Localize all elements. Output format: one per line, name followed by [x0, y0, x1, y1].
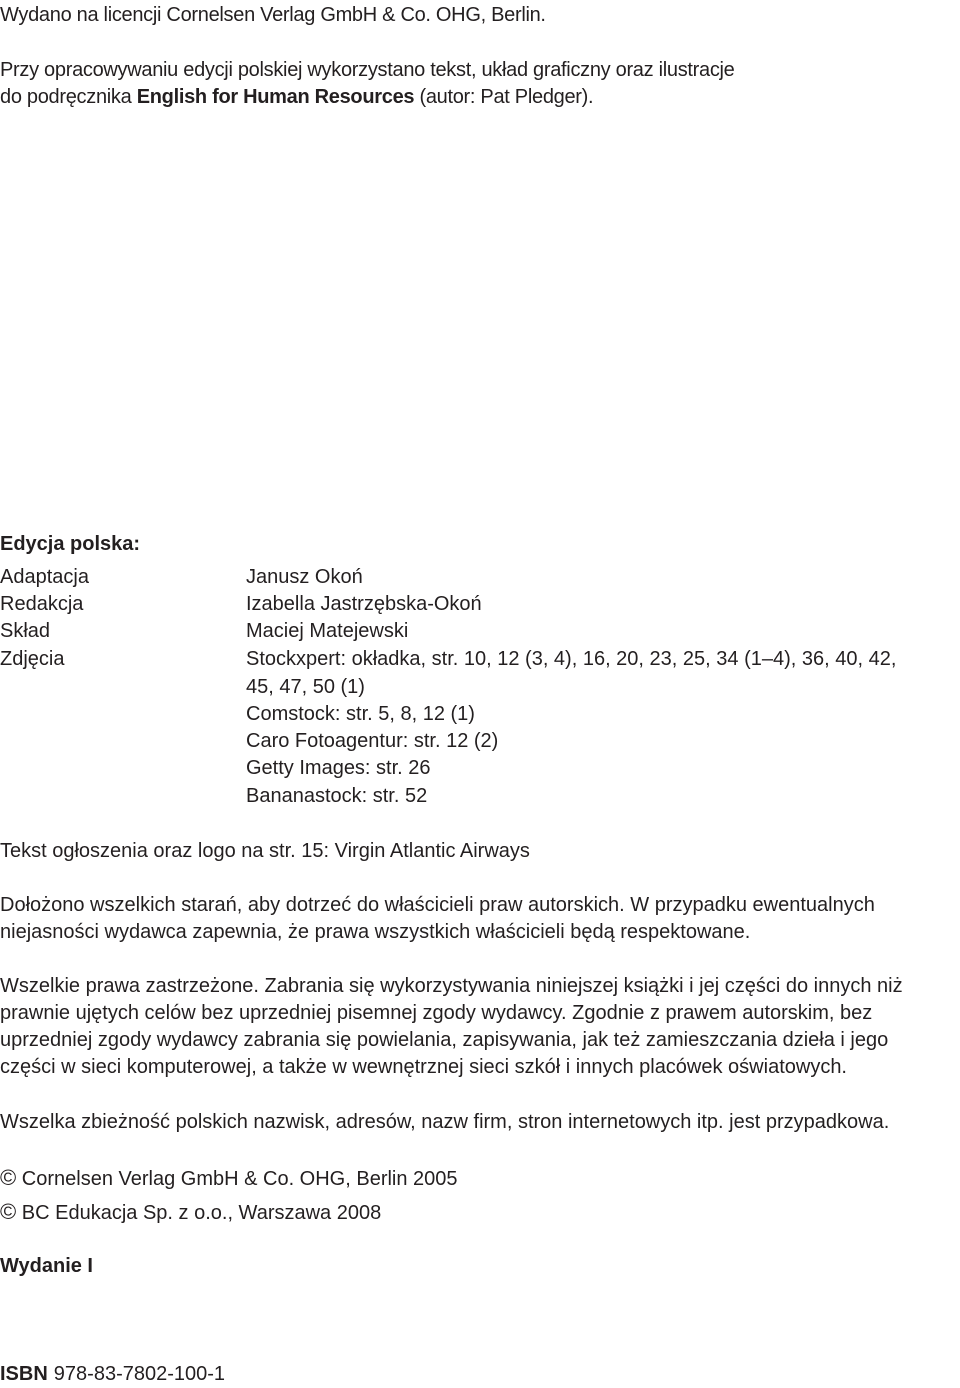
copyright-symbol: © [0, 1165, 17, 1190]
photo-credit-bananastock [0, 783, 960, 810]
photo-credit-line: Caro Fotoagentur: str. 12 (2) [246, 730, 499, 752]
copyright-symbol: © [0, 1199, 17, 1224]
photo-credit-comstock [0, 701, 960, 728]
copyright-text: Cornelsen Verlag GmbH & Co. OHG, Berlin 2005 [21, 1168, 458, 1190]
staff-row-photos [0, 646, 960, 673]
paragraph-line: prawnie ujętych celów bez uprzedniej pisemnej zgody wydawcy. Zgodnie z prawem autorskim, bez [0, 1002, 873, 1024]
edition-label: Wydanie I [0, 1255, 93, 1277]
all-rights-paragraph [0, 973, 960, 1081]
copyright-text: BC Edukacja Sp. z o.o., Warszawa 2008 [21, 1202, 382, 1224]
paragraph-line: uprzedniej zgody wydawcy zabrania się powielania, zapisywania, jak też zamieszczania dzieła i jego [0, 1029, 889, 1051]
license-statement: Wydano na licencji Cornelsen Verlag GmbH & Co. OHG, Berlin. [0, 4, 546, 26]
ad-credit-note: Tekst ogłoszenia oraz logo na str. 15: Virgin Atlantic Airways [0, 840, 530, 862]
paragraph-line: Wszelkie prawa zastrzeżone. Zabrania się wykorzystywania niniejszej książki i jej części do innych niż [0, 975, 903, 997]
photo-credit-line: Comstock: str. 5, 8, 12 (1) [246, 703, 475, 725]
photo-credit-line: 45, 47, 50 (1) [246, 676, 365, 698]
staff-value: Janusz Okoń [246, 566, 363, 588]
isbn-row [0, 1361, 225, 1388]
staff-row-editing [0, 591, 960, 618]
staff-value: Izabella Jastrzębska-Okoń [246, 593, 482, 615]
isbn-label: ISBN [0, 1363, 48, 1385]
credits-line-2 [0, 84, 593, 111]
isbn-value: 978-83-7802-100-1 [53, 1363, 226, 1385]
photo-credit-line: Bananastock: str. 52 [246, 785, 428, 807]
photo-credit-getty [0, 755, 960, 782]
staff-row-adaptation [0, 564, 960, 591]
photo-credit-continuation [0, 674, 960, 701]
copyright-bc-edukacja [0, 1198, 381, 1227]
source-book-title: English for Human Resources [136, 86, 415, 108]
paragraph-line: części w sieci komputerowej, a także w wewnętrznej sieci szkół i innych placówek oświatowych. [0, 1056, 847, 1078]
credits-prefix: do podręcznika [0, 86, 137, 108]
staff-row-typesetting [0, 618, 960, 645]
polish-edition-heading: Edycja polska: [0, 533, 141, 555]
credits-suffix: (autor: Pat Pledger). [414, 86, 594, 108]
paragraph-line: niejasności wydawca zapewnia, że prawa wszystkich właścicieli będą respektowane. [0, 921, 751, 943]
photo-credit-line: Getty Images: str. 26 [246, 757, 431, 779]
photo-credit-caro [0, 728, 960, 755]
staff-label: Redakcja [0, 593, 84, 615]
staff-label: Adaptacja [0, 566, 89, 588]
copyright-cornelsen [0, 1164, 458, 1193]
credits-line-1: Przy opracowywaniu edycji polskiej wykorzystano tekst, układ graficzny oraz ilustracje [0, 59, 735, 81]
coincidence-note: Wszelka zbieżność polskich nazwisk, adresów, nazw firm, stron internetowych itp. jest przypadkowa. [0, 1111, 890, 1133]
staff-label: Skład [0, 620, 51, 642]
paragraph-line: Dołożono wszelkich starań, aby dotrzeć do właścicieli praw autorskich. W przypadku ewentualnych [0, 894, 875, 916]
rights-effort-paragraph [0, 892, 960, 946]
staff-value: Stockxpert: okładka, str. 10, 12 (3, 4), 16, 20, 23, 25, 34 (1–4), 36, 40, 42, [246, 648, 897, 670]
staff-value: Maciej Matejewski [246, 620, 409, 642]
staff-label: Zdjęcia [0, 648, 65, 670]
